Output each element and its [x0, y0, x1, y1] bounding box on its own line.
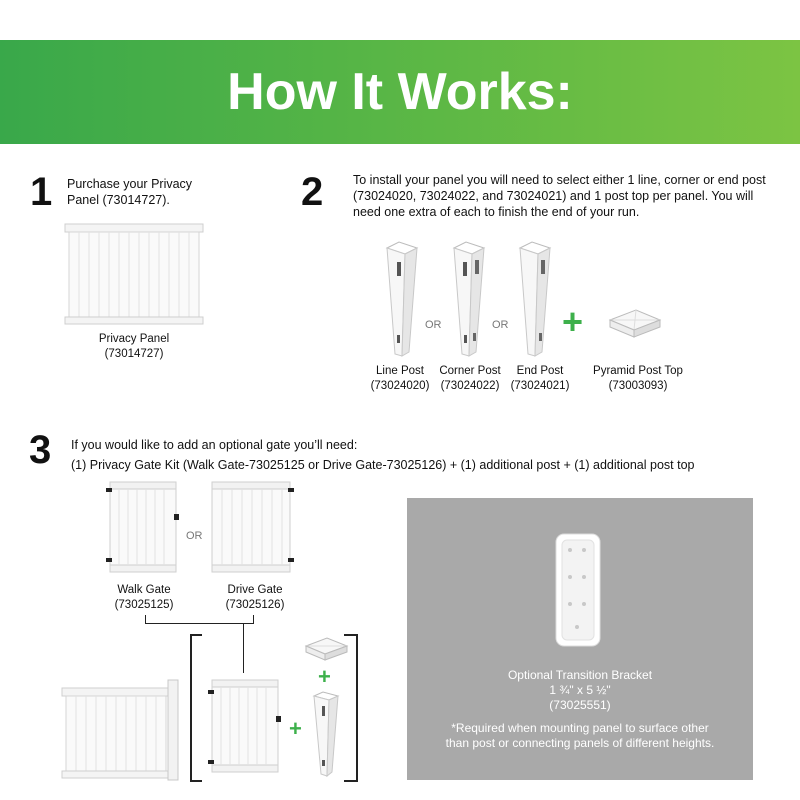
privacy-panel-code: (73014727) [104, 348, 164, 360]
corner-post-image [449, 240, 489, 358]
left-bracket-bottom [190, 780, 202, 782]
installed-panel-image [58, 678, 182, 782]
walk-gate-image [104, 478, 180, 576]
line-post-image [382, 240, 422, 358]
bracket-gate-image [204, 676, 284, 776]
left-bracket [190, 634, 192, 782]
or-label-2: OR [492, 319, 509, 331]
pyramid-post-top-label: Pyramid Post Top [593, 365, 683, 377]
plus-icon: + [562, 301, 584, 342]
transition-bracket-image [554, 532, 602, 648]
bracket-code: (73025551) [549, 698, 611, 712]
or-label-1: OR [425, 319, 442, 331]
step-3-line-2: (1) Privacy Gate Kit (Walk Gate-73025125 or Drive Gate-73025126) + (1) additional post + (1) additional post top [71, 458, 695, 472]
line-post-code: (73024020) [370, 380, 430, 392]
corner-post-code: (73024022) [440, 380, 500, 392]
drive-gate-code: (73025126) [225, 599, 285, 611]
walk-gate-code: (73025125) [114, 599, 174, 611]
step-2-number: 2 [301, 170, 324, 214]
step-1-text: Purchase your Privacy Panel (73014727). [67, 177, 193, 207]
step-2-text: To install your panel you will need to select either 1 line, corner or end post (73024020, 73024022, and 73024021) and 1 post top per panel. You will need one extra of each to finish the end of your run. [353, 173, 766, 219]
right-bracket [356, 634, 358, 782]
pyramid-post-top-image [604, 306, 664, 342]
step-1-number: 1 [30, 170, 53, 214]
bracket-note: *Required when mounting panel to surface other than post or connecting panels of different heights. [445, 721, 715, 750]
connector-line [253, 615, 254, 624]
privacy-panel-label: Privacy Panel [98, 333, 170, 345]
plus-icon: + [289, 716, 302, 741]
left-bracket-top [190, 634, 202, 636]
plus-icon: + [318, 664, 331, 689]
bracket-title: Optional Transition Bracket [507, 668, 653, 682]
drive-gate-label: Drive Gate [227, 584, 283, 596]
drive-gate-image [208, 478, 296, 576]
pyramid-post-top-code: (73003093) [608, 380, 668, 392]
gate-or-label: OR [186, 530, 203, 542]
end-post-image [515, 240, 555, 358]
step-3-line-1: If you would like to add an optional gate you’ll need: [71, 438, 358, 452]
corner-post-label: Corner Post [439, 365, 501, 377]
bracket-post-image [311, 690, 341, 778]
connector-line [145, 615, 146, 623]
end-post-label: End Post [516, 365, 564, 377]
right-bracket-bottom [344, 780, 356, 782]
connector-line [243, 623, 244, 673]
step-3-number: 3 [29, 428, 52, 472]
end-post-code: (73024021) [510, 380, 570, 392]
bracket-post-top-image [302, 634, 350, 664]
line-post-label: Line Post [376, 365, 424, 377]
connector-line [145, 623, 253, 624]
bracket-size: 1 ¾" x 5 ½" [549, 683, 611, 697]
page-title: How It Works: [227, 63, 573, 121]
walk-gate-label: Walk Gate [117, 584, 171, 596]
privacy-panel-image [64, 223, 204, 325]
